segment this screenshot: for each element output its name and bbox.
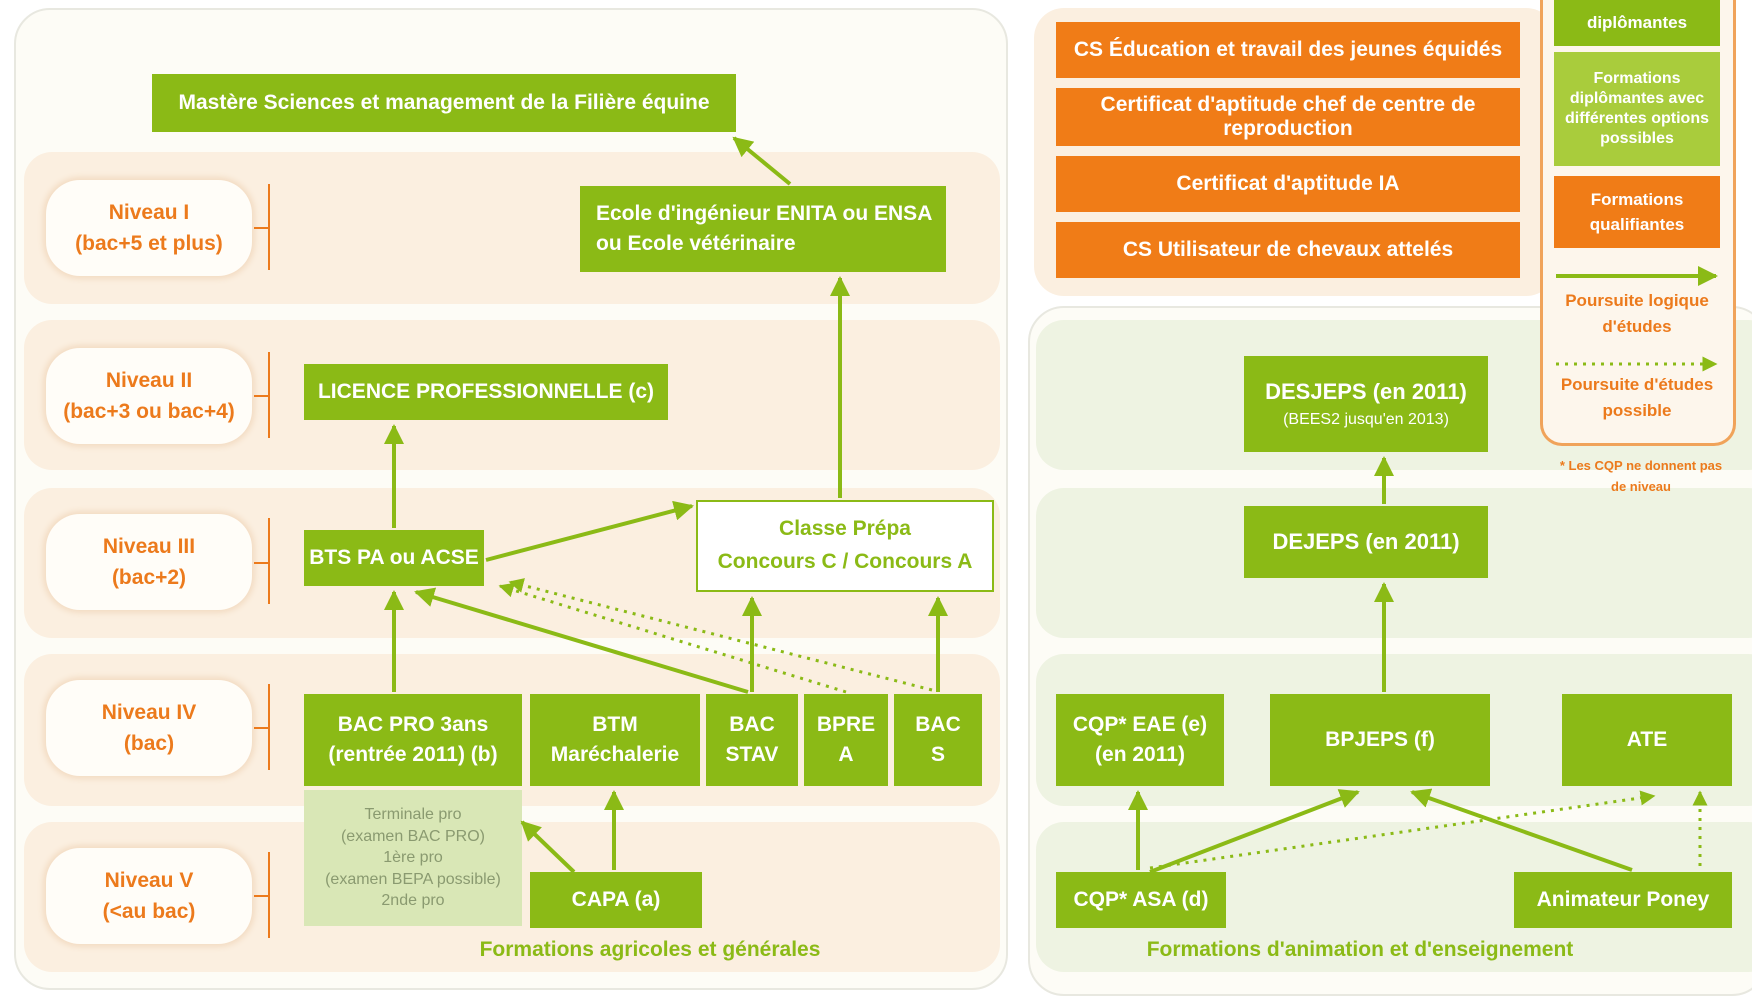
left-caption: Formations agricoles et générales xyxy=(479,938,821,961)
certificat-ia-label: Certificat d'aptitude IA xyxy=(1176,172,1400,195)
dotted-bprea-to-bts xyxy=(500,586,846,692)
legend-logique-line-2: d'études xyxy=(1602,316,1672,336)
bac-s-line-2: S xyxy=(930,743,945,766)
dotted-asa-to-ate xyxy=(1150,796,1654,868)
ecole-line-2: ou Ecole vétérinaire xyxy=(596,232,796,255)
level-3-sub: (bac+2) xyxy=(111,566,187,589)
bac-pro-line-2: (rentrée 2011) (b) xyxy=(328,743,498,766)
legend-possible-line-2: possible xyxy=(1602,400,1672,420)
legend-diplomantes-label: diplômantes xyxy=(1586,12,1688,32)
prepa-line-2: Concours C / Concours A xyxy=(717,550,973,573)
arrow-asa-to-bpjeps xyxy=(1150,792,1358,872)
legend-options-line-1: Formations xyxy=(1593,70,1681,87)
bac-s-line-1: BAC xyxy=(915,712,961,736)
legend-possible-line-1: Poursuite d'études xyxy=(1560,375,1714,394)
legend-options-line-2: diplômantes avec xyxy=(1569,90,1705,107)
bpjeps-label: BPJEPS (f) xyxy=(1325,727,1435,751)
bac-stav-line-2: STAV xyxy=(725,743,779,766)
prepa-line-1: Classe Prépa xyxy=(779,517,911,541)
ate-label: ATE xyxy=(1626,727,1668,751)
legend-footnote-line-1: * Les CQP ne donnent pas xyxy=(1559,458,1723,473)
cs-attele-label: CS Utilisateur de chevaux attelés xyxy=(1122,238,1454,261)
legend-options-line-3: différentes options xyxy=(1564,110,1709,127)
dejeps-label: DEJEPS (en 2011) xyxy=(1272,529,1460,555)
legend-logique-line-1: Poursuite logique xyxy=(1565,291,1709,310)
legend-qualifiantes-line-1: Formations xyxy=(1590,189,1684,209)
licence-label: LICENCE PROFESSIONNELLE (c) xyxy=(317,379,655,403)
level-2-sub: (bac+3 ou bac+4) xyxy=(63,400,235,423)
cqp-asa-label: CQP* ASA (d) xyxy=(1073,887,1209,911)
arrow-capa-to-bacpro xyxy=(522,822,574,872)
cqp-eae-line-2: (en 2011) xyxy=(1095,743,1185,766)
animateur-poney-label: Animateur Poney xyxy=(1536,887,1710,911)
arrow-poney-to-bpjeps xyxy=(1412,792,1632,870)
arrow-bts-to-prepa xyxy=(486,506,692,560)
stage-line-5: 2nde pro xyxy=(381,892,445,910)
right-caption: Formations d'animation et d'enseignement xyxy=(1146,938,1574,961)
dotted-bacs-to-bts xyxy=(510,582,932,690)
stage-line-2: (examen BAC PRO) xyxy=(340,827,486,845)
legend-footnote-line-2: de niveau xyxy=(1611,478,1671,494)
cs-education-label: CS Éducation et travail des jeunes équidés xyxy=(1073,38,1503,61)
stage-line-3: 1ère pro xyxy=(383,849,443,867)
level-4-name: Niveau IV xyxy=(101,700,197,724)
stage-line-1: Terminale pro xyxy=(364,806,462,824)
level-4-sub: (bac) xyxy=(123,732,175,755)
desjeps-sub: (BEES2 jusqu'en 2013) xyxy=(1283,411,1449,429)
stage-line-4: (examen BEPA possible) xyxy=(325,870,501,888)
bts-label: BTS PA ou ACSE xyxy=(309,545,479,569)
level-3-name: Niveau III xyxy=(102,534,196,558)
desjeps-label: DESJEPS (en 2011) xyxy=(1265,379,1467,405)
bac-pro-line-1: BAC PRO 3ans xyxy=(337,712,489,736)
level-2-name: Niveau II xyxy=(105,368,193,392)
arrow-ecole-to-mastere xyxy=(734,138,790,184)
legend-qualifiantes-line-2: qualifiantes xyxy=(1589,215,1685,234)
cqp-eae-line-1: CQP* EAE (e) xyxy=(1072,712,1208,736)
bac-stav-line-1: BAC xyxy=(729,712,775,736)
legend-options-line-4: possibles xyxy=(1600,130,1674,147)
arrow-stav-to-bts xyxy=(416,592,748,692)
btm-line-2: Maréchalerie xyxy=(550,743,680,766)
bprea-line-1: BPRE xyxy=(816,712,876,736)
ecole-line-1: Ecole d'ingénieur ENITA ou ENSA xyxy=(596,201,933,225)
level-1-sub: (bac+5 et plus) xyxy=(75,232,223,255)
bprea-line-2: A xyxy=(838,743,854,766)
level-5-name: Niveau V xyxy=(104,868,194,892)
level-1-name: Niveau I xyxy=(108,200,190,224)
capa-label: CAPA (a) xyxy=(571,887,661,911)
btm-line-1: BTM xyxy=(592,712,638,736)
chef-centre-label: Certificat d'aptitude chef de centre de reproduction xyxy=(1100,93,1476,140)
level-5-sub: (<au bac) xyxy=(102,900,196,923)
mastere-label: Mastère Sciences et management de la Filière équine xyxy=(178,90,710,114)
